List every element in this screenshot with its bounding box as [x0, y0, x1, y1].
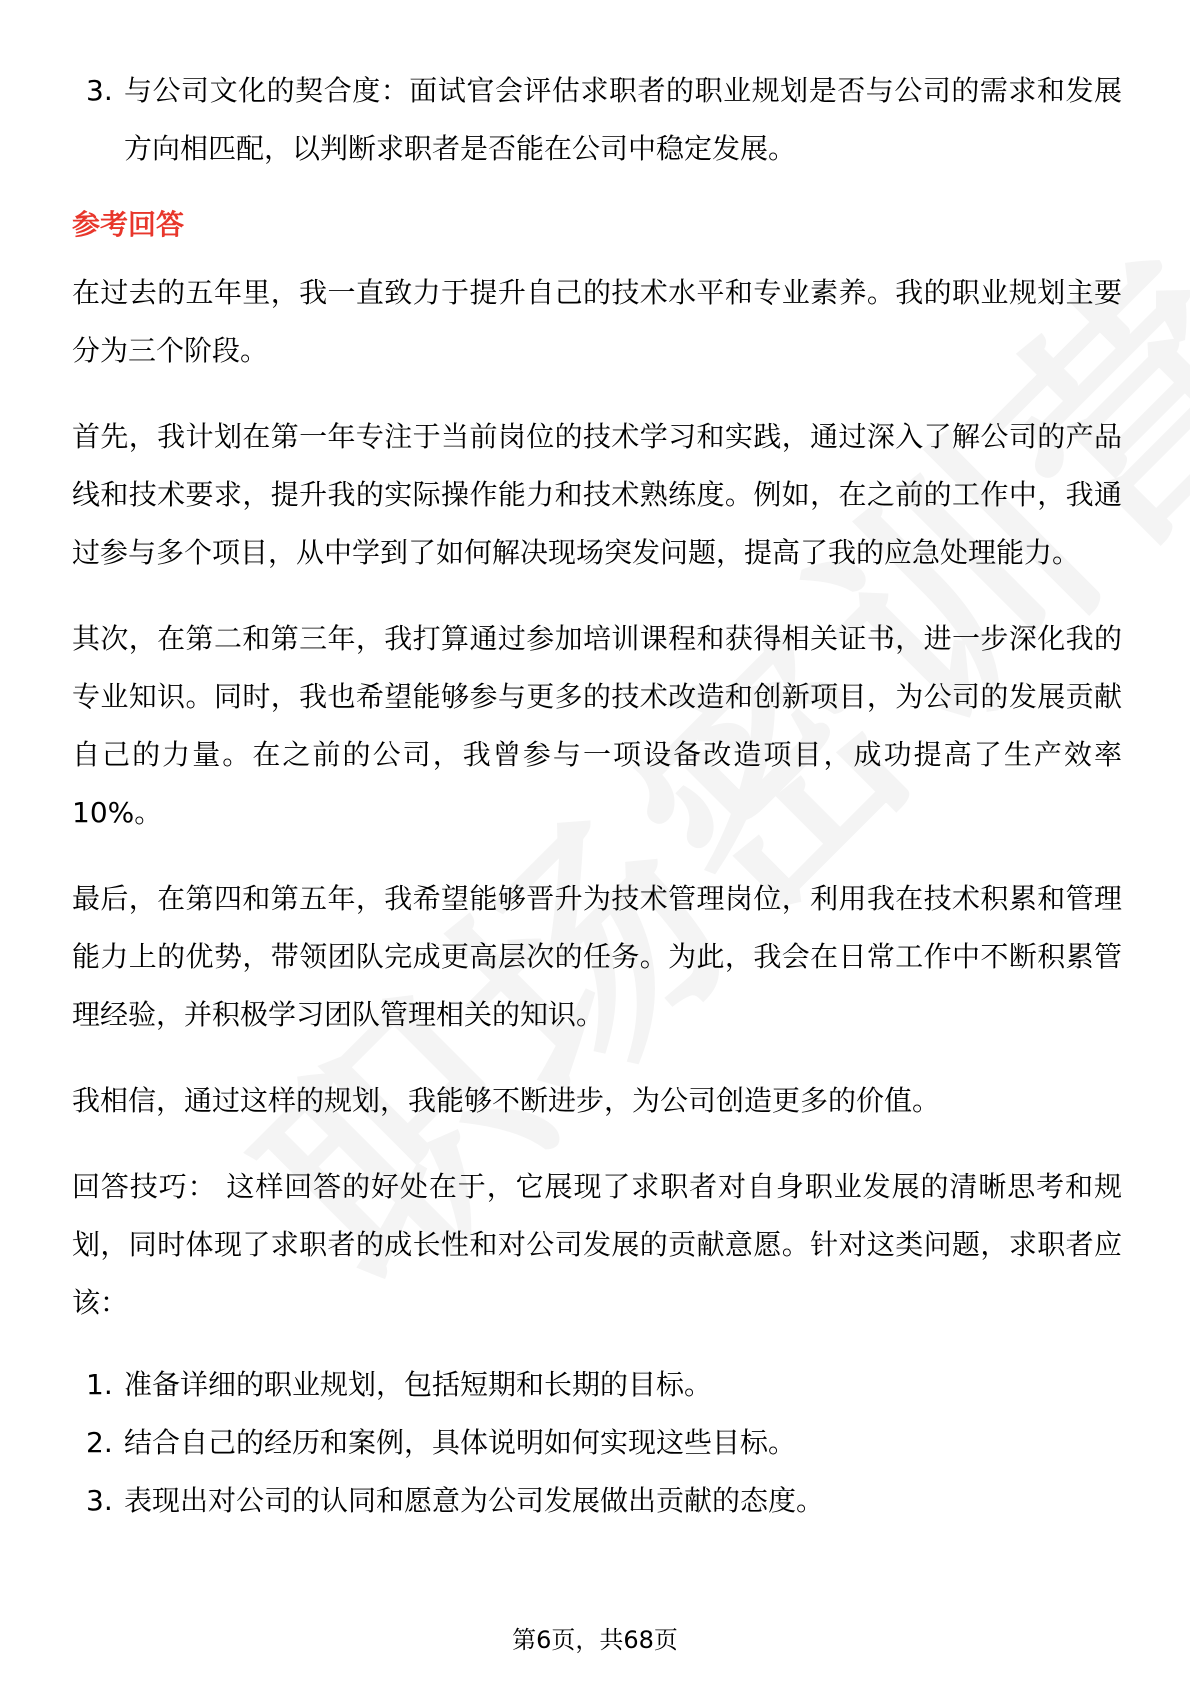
list-item-number: 3.	[86, 1484, 113, 1517]
list-item-text: 与公司文化的契合度：面试官会评估求职者的职业规划是否与公司的需求和发展方向相匹配，以判断求职者是否能在公司中稳定发展。	[124, 74, 1122, 165]
tips-list	[72, 1356, 1122, 1530]
tips-text: 这样回答的好处在于，它展现了求职者对自身职业发展的清晰思考和规划，同时体现了求职者的成长性和对公司发展的贡献意愿。针对这类问题，求职者应该：	[72, 1170, 1122, 1319]
list-item-text: 准备详细的职业规划，包括短期和长期的目标。	[124, 1368, 713, 1401]
list-item	[72, 1414, 1122, 1472]
list-item	[72, 1356, 1122, 1414]
list-item	[72, 1472, 1122, 1530]
list-item-text: 结合自己的经历和案例，具体说明如何实现这些目标。	[124, 1426, 797, 1459]
list-item-number: 2.	[86, 1426, 113, 1459]
paragraph-1: 在过去的五年里，我一直致力于提升自己的技术水平和专业素养。我的职业规划主要分为三个阶段。	[72, 276, 1122, 367]
paragraph-5: 我相信，通过这样的规划，我能够不断进步，为公司创造更多的价值。	[72, 1084, 941, 1117]
page-footer: 第6页，共68页	[512, 1626, 678, 1654]
paragraph-4: 最后，在第四和第五年，我希望能够晋升为技术管理岗位，利用我在技术积累和管理能力上的优势，带领团队完成更高层次的任务。为此，我会在日常工作中不断积累管理经验，并积极学习团队管理相关的知识。	[72, 882, 1122, 1031]
list-item	[72, 62, 1122, 178]
paragraph-3: 其次，在第二和第三年，我打算通过参加培训课程和获得相关证书，进一步深化我的专业知识。同时，我也希望能够参与更多的技术改造和创新项目，为公司的发展贡献自己的力量。在之前的公司，我曾参与一项设备改造项目，成功提高了生产效率10%。	[72, 622, 1122, 829]
paragraph-2: 首先，我计划在第一年专注于当前岗位的技术学习和实践，通过深入了解公司的产品线和技术要求，提升我的实际操作能力和技术熟练度。例如，在之前的工作中，我通过参与多个项目，从中学到了如何解决现场突发问题，提高了我的应急处理能力。	[72, 420, 1122, 569]
list-item-text: 表现出对公司的认同和愿意为公司发展做出贡献的态度。	[124, 1484, 825, 1517]
list-item-number: 1.	[86, 1368, 113, 1401]
page-content	[72, 62, 1122, 1530]
tips-paragraph	[72, 1158, 1122, 1332]
tips-label: 回答技巧：	[72, 1170, 217, 1203]
list-item-number: 3.	[86, 74, 113, 107]
answer-heading: 参考回答	[72, 208, 185, 241]
